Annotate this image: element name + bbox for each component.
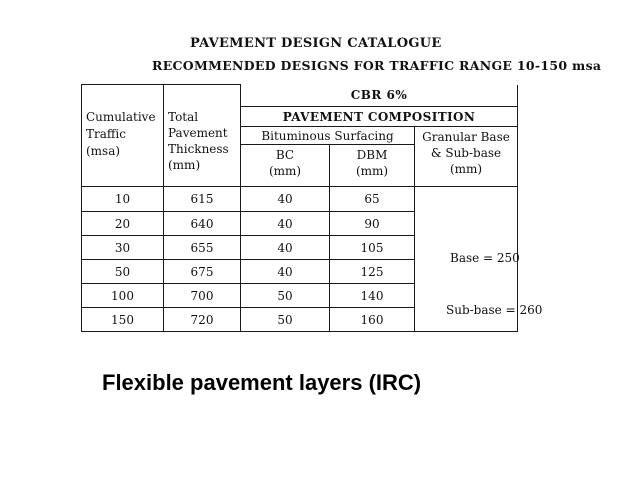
header-thickness-line2: Pavement	[168, 125, 228, 140]
subbase-thickness-value: Sub-base = 260	[446, 303, 543, 317]
traffic-cell: 50	[82, 260, 164, 284]
header-granular-line2: & Sub-base	[430, 146, 502, 160]
header-cumulative-traffic	[82, 107, 164, 187]
thickness-cell: 720	[164, 308, 241, 332]
bc-cell: 50	[241, 308, 330, 332]
traffic-cell: 100	[82, 284, 164, 308]
dbm-cell: 90	[330, 212, 415, 236]
slide-caption: Flexible pavement layers (IRC)	[102, 370, 422, 395]
header-blank-traffic	[82, 85, 164, 107]
catalogue-title: PAVEMENT DESIGN CATALOGUE	[190, 36, 442, 51]
header-dbm	[330, 145, 415, 187]
dbm-cell: 160	[330, 308, 415, 332]
header-dbm-line1: DBM	[356, 148, 388, 162]
header-bc-line2: (mm)	[268, 164, 302, 178]
dbm-cell: 125	[330, 260, 415, 284]
bc-cell: 50	[241, 284, 330, 308]
header-blank-thickness	[164, 85, 241, 107]
thickness-cell: 640	[164, 212, 241, 236]
base-thickness-value: Base = 250	[450, 251, 520, 265]
header-granular-line1: Granular Base	[422, 130, 510, 144]
pavement-design-table	[81, 84, 518, 332]
header-dbm-line2: (mm)	[355, 164, 389, 178]
traffic-cell: 30	[82, 236, 164, 260]
table-row	[82, 187, 518, 212]
header-bc-line1: BC	[275, 148, 295, 162]
header-bc	[241, 145, 330, 187]
traffic-cell: 10	[82, 187, 164, 212]
header-granular-line3: (mm)	[449, 162, 483, 176]
header-traffic-line1: Cumulative	[86, 109, 156, 124]
thickness-cell: 655	[164, 236, 241, 260]
header-traffic-line2: Traffic	[86, 126, 126, 141]
catalogue-subtitle: RECOMMENDED DESIGNS FOR TRAFFIC RANGE 10-150 msa	[152, 58, 602, 73]
dbm-cell: 105	[330, 236, 415, 260]
thickness-cell: 615	[164, 187, 241, 212]
pavement-composition-header: PAVEMENT COMPOSITION	[241, 107, 518, 127]
header-granular-base	[415, 127, 518, 187]
dbm-cell: 65	[330, 187, 415, 212]
header-traffic-line3: (msa)	[86, 143, 121, 158]
bc-cell: 40	[241, 260, 330, 284]
header-thickness-line4: (mm)	[168, 157, 201, 172]
dbm-cell: 140	[330, 284, 415, 308]
thickness-cell: 675	[164, 260, 241, 284]
traffic-cell: 20	[82, 212, 164, 236]
bituminous-surfacing-header: Bituminous Surfacing	[241, 127, 415, 145]
bc-cell: 40	[241, 236, 330, 260]
traffic-cell: 150	[82, 308, 164, 332]
bc-cell: 40	[241, 212, 330, 236]
header-total-thickness	[164, 107, 241, 187]
thickness-cell: 700	[164, 284, 241, 308]
header-thickness-line1: Total	[168, 109, 199, 124]
bc-cell: 40	[241, 187, 330, 212]
cbr-header: CBR 6%	[241, 85, 518, 107]
header-thickness-line3: Thickness	[168, 141, 229, 156]
